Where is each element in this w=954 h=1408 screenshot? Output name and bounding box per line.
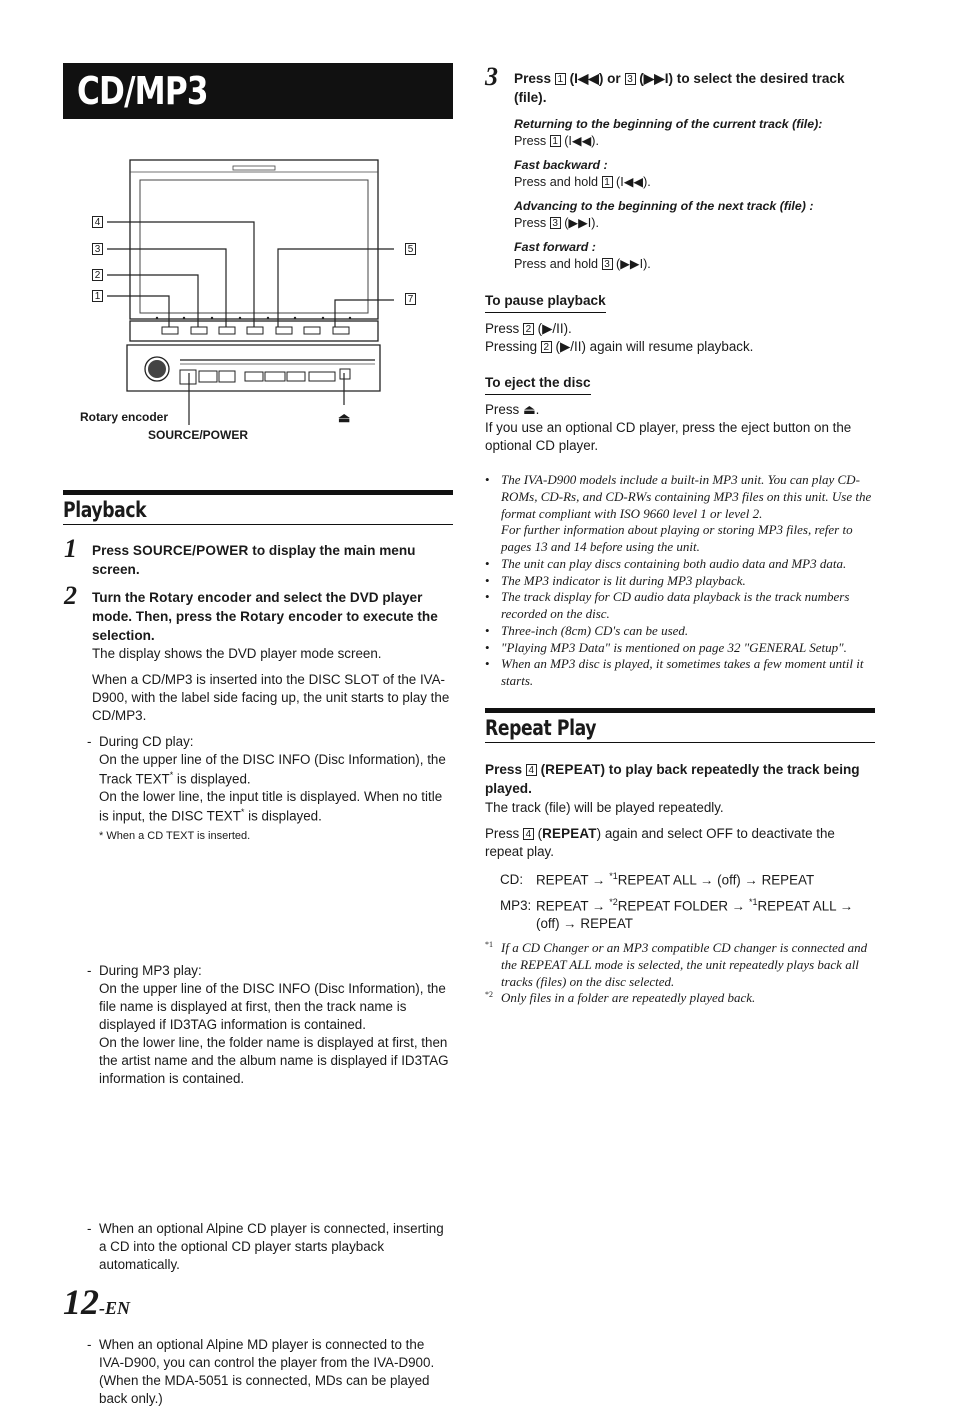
sub-item: Returning to the beginning of the current track (file): Press 1 (I◀◀).: [514, 117, 823, 148]
note-item: • When an MP3 disc is played, it sometimes takes a few moment until it starts.: [485, 656, 877, 690]
pause-heading: To pause playback: [485, 292, 606, 313]
note-item: • The IVA-D900 models include a built-in MP3 unit. You can play CD-ROMs, CD-Rs, and CD-RWs containing MP3 files on this unit. Use the format compliant with ISO 9660 level 1 or level 2. For further information about playing or storing MP3 files, refer to pages 13 and 14 before using the unit.: [485, 472, 877, 556]
page-number: 12-EN: [63, 1282, 130, 1322]
step-3-number: 3: [485, 62, 498, 91]
notes-list: [485, 472, 877, 690]
playback-heading: [63, 490, 453, 525]
footnote-1: *1 If a CD Changer or an MP3 compatible CD changer is connected and the REPEAT ALL mode is selected, the unit repeatedly plays back all tracks (files) on the disc selected.: [485, 940, 868, 989]
step-2-body-2: When a CD/MP3 is inserted into the DISC SLOT of the IVA-D900, with the label side facing up, the unit starts to play the CD/MP3.: [92, 672, 450, 723]
step-1-text: Press SOURCE/POWER to display the main menu screen.: [92, 543, 416, 577]
repeat-heading-text: Repeat Play: [485, 716, 597, 740]
note-item: • The track display for CD audio data playback is the track numbers recorded on the disc.: [485, 589, 877, 623]
step-1-number: 1: [64, 534, 77, 563]
page-title: CD/MP3: [77, 69, 208, 113]
repeat-body-2: Press 4 (REPEAT) again and select OFF to deactivate the repeat play.: [485, 826, 835, 859]
footnote-2: *2 Only files in a folder are repeatedly played back.: [485, 990, 756, 1006]
diagram-key-1: 1: [92, 290, 103, 302]
note-item: • Three-inch (8cm) CD's can be used.: [485, 623, 877, 640]
repeat-mp3-sequence: MP3: REPEAT → $^{*2}$REPEAT FOLDER → $^{*1}$REPEAT ALL → (off) → REPEAT: [500, 897, 854, 932]
rotary-encoder-label: Rotary encoder: [80, 410, 169, 424]
step-3-text: Press 1 (I◀◀) or 3 (▶▶I) to select the desired track (file).: [514, 71, 845, 105]
sub-item: Fast forward : Press and hold 3 (▶▶I).: [514, 239, 651, 271]
repeat-body-1: The track (file) will be played repeatedly.: [485, 800, 724, 815]
mp3-play-block: - During MP3 play: On the upper line of the DISC INFO (Disc Information), the file name is displayed at first, then the track name is displayed if ID3TAG information is contained. On the lower line, the folder name is displayed at first, then the artist name and the album name is displayed if ID3TAG information is contained.: [87, 962, 453, 1088]
device-diagram: [85, 155, 385, 395]
source-power-label: SOURCE/POWER: [148, 428, 249, 442]
playback-heading-text: Playback: [63, 498, 147, 522]
cd-play-block: - During CD play: On the upper line of the DISC INFO (Disc Information), the Track TEXT* is displayed. On the lower line, the input title is displayed. When no title is input, the DISC TEXT* is displayed. * When a CD TEXT is inserted.: [87, 733, 453, 843]
diagram-key-2: 2: [92, 269, 103, 281]
note-item: • The MP3 indicator is lit during MP3 playback.: [485, 573, 877, 590]
step-2-number: 2: [64, 581, 77, 610]
diagram-key-3: 3: [92, 243, 103, 255]
repeat-footnotes: [485, 940, 877, 1007]
step-2-text: Turn the Rotary encoder and select the DVD player mode. Then, press the Rotary encoder to execute the selection.: [92, 590, 438, 643]
eject-icon: ⏏: [338, 410, 351, 425]
step-2-body-1: The display shows the DVD player mode screen.: [92, 646, 382, 661]
diagram-key-7: 7: [405, 293, 416, 305]
note-item: • "Playing MP3 Data" is mentioned on page 32 "GENERAL Setup".: [485, 640, 877, 657]
repeat-heading: [485, 708, 875, 743]
sub-item: Advancing to the beginning of the next track (file) : Press 3 (▶▶I).: [514, 198, 814, 230]
step-3-sub-items: [514, 117, 874, 272]
eject-heading: To eject the disc: [485, 374, 591, 395]
pause-text: Press 2 (▶/II). Pressing 2 (▶/II) again will resume playback.: [485, 321, 754, 354]
page-title-bar: [63, 63, 453, 119]
note-item: • The unit can play discs containing both audio data and MP3 data.: [485, 556, 877, 573]
repeat-cd-sequence: CD: REPEAT → $^{*1}$REPEAT ALL → (off) → REPEAT: [500, 871, 815, 888]
alpine-cd-note: - When an optional Alpine CD player is connected, inserting a CD into the optional CD player starts playback automatically.: [87, 1220, 453, 1274]
diagram-key-4: 4: [92, 216, 103, 228]
sub-item: Fast backward : Press and hold 1 (I◀◀).: [514, 157, 651, 189]
repeat-step-text: Press 4 (REPEAT) to play back repeatedly the track being played.: [485, 762, 860, 796]
alpine-md-note: - When an optional Alpine MD player is connected to the IVA-D900, you can control the player from the IVA-D900. (When the MDA-5051 is connected, MDs can be played back only.): [87, 1336, 453, 1408]
eject-text: Press ⏏. If you use an optional CD player, press the eject button on the optional CD player.: [485, 402, 852, 453]
diagram-key-5: 5: [405, 243, 416, 255]
